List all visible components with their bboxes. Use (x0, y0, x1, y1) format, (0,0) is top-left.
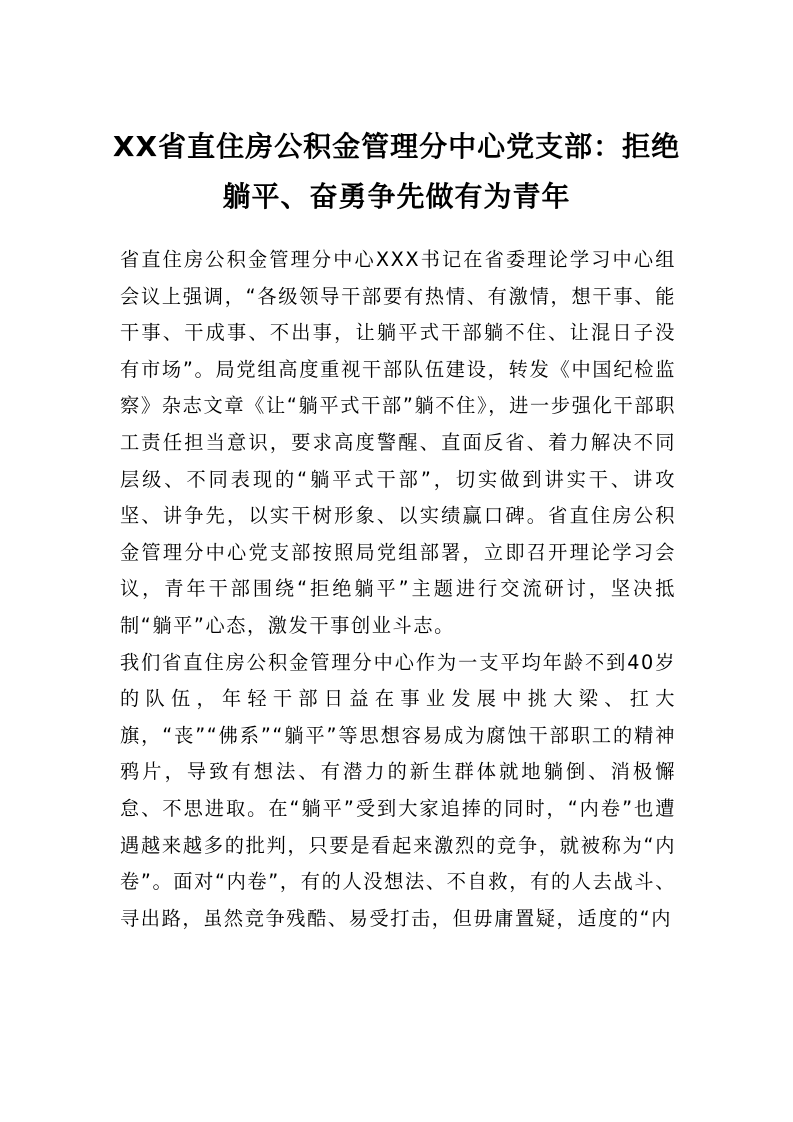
document-title: XX省直住房公积金管理分中心党支部：拒绝躺平、奋勇争先做有为青年 (112, 130, 681, 213)
paragraph-2: 我们省直住房公积金管理分中心作为一支平均年龄不到40岁的队伍，年轻干部日益在事业发展中挑大梁、扛大旗，“丧”“佛系”“躺平”等思想容易成为腐蚀干部职工的精神鸦片，导致有想法、有潜力的新生群体就地躺倒、消极懈怠、不思进取。在“躺平”受到大家追捧的同时，“内卷”也遭遇越来越多的批判，只要是看起来激烈的竞争，就被称为“内卷”。面对“内卷”，有的人没想法、不自救，有的人去战斗、寻出路，虽然竞争残酷、易受打击，但毋庸置疑，适度的“内 (120, 650, 676, 930)
document-body (120, 242, 676, 937)
paragraph-1: 省直住房公积金管理分中心XXX书记在省委理论学习中心组会议上强调，“各级领导干部要有热情、有激情，想干事、能干事、干成事、不出事，让躺平式干部躺不住、让混日子没有市场”。局党组高度重视干部队伍建设，转发《中国纪检监察》杂志文章《让“躺平式干部”躺不住》，进一步强化干部职工责任担当意识，要求高度警醒、直面反省、着力解决不同层级、不同表现的“躺平式干部”，切实做到讲实干、讲攻坚、讲争先，以实干树形象、以实绩赢口碑。省直住房公积金管理分中心党支部按照局党组部署，立即召开理论学习会议，青年干部围绕“拒绝躺平”主题进行交流研讨，坚决抵制“躺平”心态，激发干事创业斗志。 (120, 248, 676, 637)
